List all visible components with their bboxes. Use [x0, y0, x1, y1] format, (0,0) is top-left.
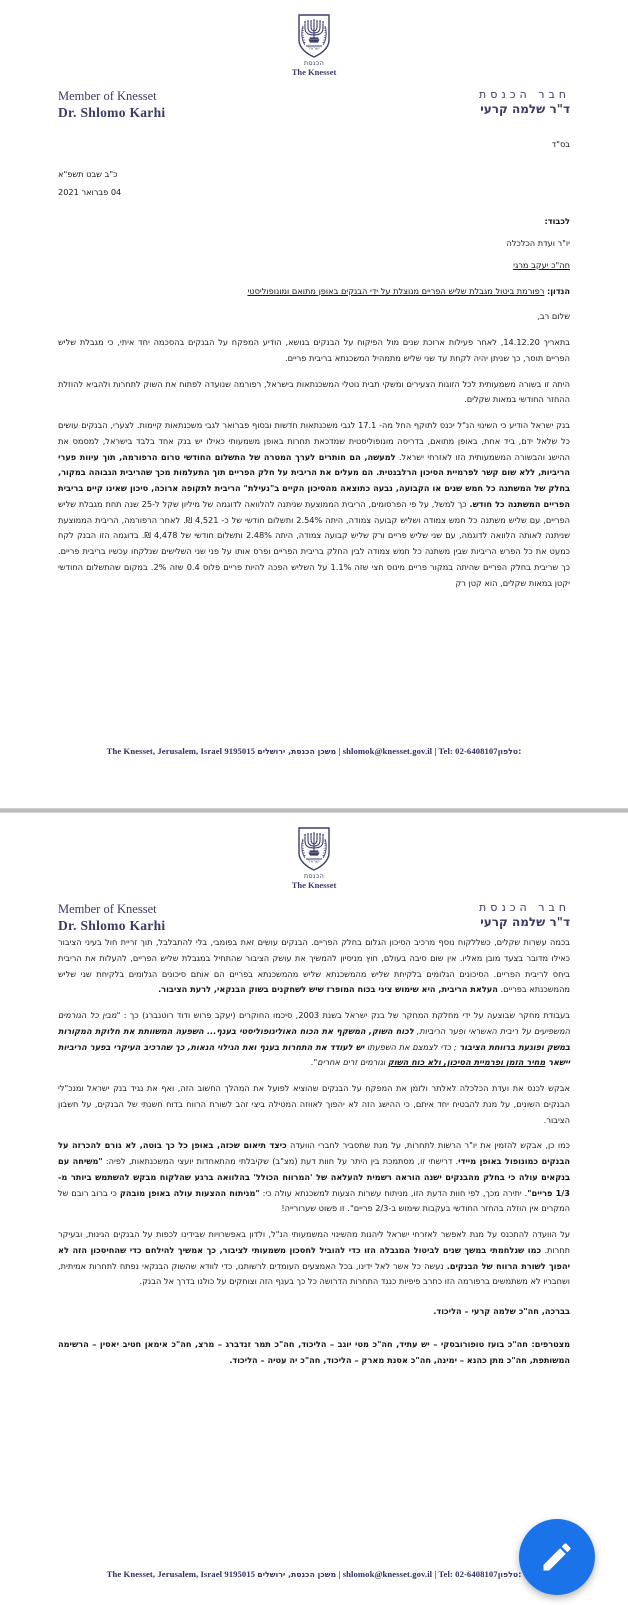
p2-p5-bold: כמו שנלחמתי במשך שנים לביטול המגבלה הזו כדי להוביל לחסכון משמעותי לציבור, כך אמשיך להילחם כדי שהחיסכון הזה לא יהפוך לשורת הרווח של הבנקים. — [58, 1244, 570, 1271]
knesset-emblem-block-page2 — [58, 823, 570, 890]
knesset-emblem-block — [58, 10, 570, 77]
letterhead-en-role: Member of Knesset — [58, 901, 157, 916]
p2-p4-quote2-bold: "מניתוח ההצעות עולה באופן מובהק — [119, 1187, 260, 1198]
letterhead-english — [58, 88, 165, 121]
knesset-menorah-emblem-icon — [297, 14, 331, 58]
p2-p4-part-d: . יתירה מכך, לפי חוות הדעת הזו, מניתוח עשרות הצעות למשכנתא עולה כי: — [259, 1187, 528, 1198]
p3-bold: למעשה, הם חותרים לערך המטרה של התשלום החודשי טרום הרפורמה, תוך עיוות פערי הריביות, ללא שום קשר לפרמיית הסיכון הרלבנטית. הם מעלים את הריבית על חלק הפריים תוך התעלמות מכך שהריבית הגבוהה במקור, בחלק של המשתנה כל חמש שנים או הקבועה, נבעה כתוצאה מהסיכון הקיים ב"נעילת" הריבית לתקופה ארוכה, סיכון שאינו קיים בריבית הפריים המשתנה כל חודש. — [58, 451, 570, 509]
footer-tel: Tel: 02-6408107 — [438, 1569, 498, 1579]
p2-paragraph-2-research-quote — [58, 1008, 570, 1071]
recipient-name: חה"כ יעקב מרגי — [513, 259, 570, 270]
paragraph-2: היתה זו בשורה משמעותית לכל הזוגות הצעירים ומשקי תבית נוטלי המשכנתאות בישראל, רפורמה שנועדה לפתוח את השוק לתחרות ולהביא להוזלת ההחזר החודשי במאות שקלים. — [58, 378, 570, 405]
p2-p5-part-c: נעשה כל אשר לאל ידינו, בכל האמצעים העומדים לרשותנו, כדי לוודא שהשוק הבנקאי נפתח לתחרות אמיתית, ושחבריו לא משתמשים ברפורמה הזו כחרב פיפיות כנגד התחרות הדרושה כל כך בענף הזה וצוחקים על כולנו בדרך אל הבנק. — [58, 1260, 570, 1287]
edit-pencil-icon — [539, 1539, 575, 1575]
date-gregorian: 04 פברואר 2021 — [58, 186, 122, 197]
letterhead-hebrew — [479, 88, 570, 117]
footer-tel-he: טלפון: — [497, 1570, 522, 1579]
p2-quote-2: ; כדי לצמצם את השפעתו — [364, 1041, 460, 1052]
edit-fab-button[interactable] — [519, 1519, 595, 1595]
paragraph-3 — [58, 418, 570, 591]
letterhead-english — [58, 901, 165, 934]
letterhead-page2 — [58, 901, 570, 934]
p2-quote-2-bold-underline: מחיר הזמן ופרמיית הסיכון, ולא כוח השוק — [387, 1057, 546, 1068]
signature-line: בברכה, חה"כ שלמה קרעי – הליכוד. — [433, 1306, 570, 1317]
letterhead-he-name: ד"ר שלמה קרעי — [480, 914, 570, 929]
to-label: לכבוד: — [544, 216, 570, 227]
subject-text: רפורמת ביטול מגבלת שליש הפריים מנוצלת על ידי הבנקים באופן מתואם ומונופוליסטי — [247, 285, 545, 296]
p2-p4-bold-1: כיצד תיאום שכזה, באופן כל כך בוטה, לא גורם להכרזה על הבנקים כמונופול באופן מיידי — [58, 1140, 570, 1167]
emblem-english-label: The Knesset — [291, 66, 337, 77]
p2-paragraph-4 — [58, 1138, 570, 1217]
p2-quote-2-bold: יש לעודד את התחרות בענף ואת הגילוי הנאות, כך שהרכיב העיקרי בפער הריביות יישאר — [58, 1041, 570, 1068]
letterhead-hebrew — [479, 901, 570, 930]
p2-p4-part-a: כמו כן, אבקש להזמין את יו"ר הרשות לתחרות, על מנת שתסביר לחברי הוועדה — [286, 1140, 571, 1151]
page1-body — [58, 137, 570, 591]
page2-body — [58, 935, 570, 1369]
p2-p5-part-a: על הוועדה להתכנס על מנת לאפשר לאזרחי ישראל ליהנות מהשינוי המשמעותי הנ"ל, ולדון באפשרויות שבידינו לכפות על הבנקים הגינות, ובעיקר תחרות. — [58, 1229, 571, 1255]
letterhead-he-role: חבר הכנסת — [478, 900, 570, 914]
emblem-hebrew-label: הכנסת — [303, 872, 325, 880]
p2-p1-bold: העלאת הריבית, היא שימוש ציני בכוח המופרז שיש לשחקנים בשוק הבנקאי, לרעת הציבור. — [158, 984, 498, 995]
bsd-line: בס"ד — [551, 139, 570, 150]
emblem-english-label: The Knesset — [291, 879, 337, 890]
svg-text:ישראל: ישראל — [308, 858, 320, 864]
document-page-2 — [0, 813, 628, 1605]
footer-tel: Tel: 02-6408107 — [438, 746, 498, 756]
letterhead — [58, 88, 570, 121]
letterhead-he-name: ד"ר שלמה קרעי — [480, 101, 570, 116]
p2-p2-part-a: בעבודת מחקר שבוצעה על ידי מחלקת המחקר של בנק ישראל בשנת 2003, סיכמו החוקרים (יעקב פרוש ודוד רוטנברג) כך : — [120, 1010, 570, 1021]
greeting: שלום רב, — [537, 311, 570, 322]
emblem-hebrew-label: הכנסת — [303, 59, 325, 67]
paragraph-1: בתאריך 14.12.20, לאחר פעילות ארוכת שנים מול הפיקוח על הבנקים בנושא, הודיע המפקח על הבנקים בהסכמה יחד איתי, כי מגבלת שליש הפריים תוסר, כך שניתן יהיה לקחת עד שני שליש מתמהיל המשכנתא בריבית פריים. — [58, 337, 570, 363]
footer-email: | shlomok@knesset.gov.il | — [338, 746, 437, 756]
footer-english: The Knesset, Jerusalem, Israel 9195015 — [106, 1569, 256, 1579]
recipient-role: יו"ר ועדת הכלכלה — [506, 238, 570, 249]
subject-line — [58, 284, 570, 300]
p2-paragraph-1 — [58, 935, 570, 998]
p2-p1-part-a: בכמה עשרות שקלים, כשללקוח נוסף מרכיב הסיכון הגלום בחלק הפריים. הבנקים עושים זאת בפומבי, בלי להתבלבל, תוך זריית חול בעיני הציבור כאילו מדובר בצעד מובן מאליו. אין שום סיבה בעולם, חוץ מניסיון להמשיך את עושק הציבור שהתחיל במגבלת שליש הפריים, להעלות את הריבית ביחס לריבית הפריים. הסיכונים הגלומים בלקיחת שליש מהמשכנתא שליש מהמשכנתא בפריים הם אותם סיכונים הגלומים בלקיחת שני שליש מהמשכנתא בפריים. — [58, 937, 570, 995]
letterhead-en-name: Dr. Shlomo Karhi — [58, 104, 166, 120]
page1-footer — [0, 746, 628, 756]
p2-paragraph-3: אבקש לכנס את ועדת הכלכלה לאלתר ולזמן את המפקח על הבנקים שהוציא לפועל את המהלך החשוב הזה, ואף את נגיד בנק ישראל ומנכ"לי הבנקים השונים, על מנת להבטיח יחד איתם, כי ההישג הזה לא יהפוך לאווזה המטילה ביצי זהב לשורת הרווח בדוח חשנתי של הבנקים, על חשבון הציבור. — [58, 1083, 570, 1125]
svg-text:ישראל: ישראל — [308, 45, 320, 51]
knesset-menorah-emblem-icon — [297, 827, 331, 871]
cosigners-line: מצטרפים: חה"כ בועז טופורובסקי – יש עתיד, חה"כ מטי יוגב – הליכוד, חה"כ תמר זנדברג – מרצ, חה"כ אימאן חטיב יאסין – הרשימה המשותפת, חה"כ מתן כהנא – ימינה, חה"כ אסנת מארק – הליכוד, חה"כ יה עטיה – הליכוד. — [58, 1338, 570, 1366]
p2-p4-quote: "משיחה עם בנקאים עולה כי בחלק מהבנקים ישנה הוראה רשמית להעלאה של 'המרווח הכולל' בהלוואה ברגע שהלקוח מבקש להשתמש ביותר מ- 1/3 פריים" — [58, 1156, 570, 1198]
letterhead-en-role: Member of Knesset — [58, 88, 157, 103]
p3-part-b: כך למשל, על פי הפרסומים, הריבית הממוצעת שניתנה להלוואה לדוגמה של מיליון שקל ל-25 שנה תחת מגבלת שליש הפריים, עם שליש משתנה כל חמש צמודה ושליש קבועה צמודה, היתה 2.54% ותשלום חודשי של כ- 4,521 ₪. לאחר הרפורמה, הריבית הממוצעת שניתנה לאותה הלוואה לדוגמה, עם שני שליש פריים ורק שליש קבועה צמודה, היתה 2.48% ותשלום חודשי של 4,478 ₪. בדוגמה הזו הבנק לקח כמעט את כל הפרש הריביות שבין משתנה כל חמש צמודה לבין החלק בריבית הפריים ופרס אותו על פני שני השלישים שנלקחו עכשיו בריבית פריים. כך שריבית בחלק הפריים שהיתה במקור פריים מינוס חצי שזה 1.1% על השליש הפכה להיות פריים פלוס 0.4 שזה 2%. במקום שהתשלום החודשי יקטן במאות שקלים, הוא קטן רק — [58, 498, 570, 588]
p2-p4-part-c: . דרישתי זו, מסתמכת בין היתר על חוות דעת (מצ"ב) שקיבלתי מהתאחדות יועצי המשכנתאות, לפיה: — [102, 1156, 459, 1167]
p2-quote-3: וגורמים זרים אחרים". — [310, 1057, 388, 1068]
letterhead-en-name: Dr. Shlomo Karhi — [58, 917, 166, 933]
p2-p4-quote2-rest: כי ברוב רובם של המקרים אין הוזלה בהחזר החודשי בעקבות שימוש ב-2/3 פריים". זו פשוט שערורייה! — [58, 1187, 570, 1214]
footer-hebrew-address: משכן הכנסת, ירושלים — [257, 1570, 337, 1579]
subject-label: הנדון: — [546, 285, 570, 296]
p3-part-a: בנק ישראל הודיע כי השינוי הנ"ל יכנס לתוקף החל מה- 17.1 לגבי משכנתאות חדשות ובסוף פברואר לגבי משכנתאות קיימות. לצערי, הבנקים עושים כל שלאל ידם, ביד אחת, באופן מתואם, בדריסה מונופוליסטית שמדכאת תחרות באופן משמעותי כאילו יש בנק אחד בלבד בישראל, למסמס את ההישג והבשורה המשמעותית הזו לאזרחי ישראל. — [58, 420, 570, 462]
footer-tel-he: טלפון: — [497, 747, 522, 756]
date-hebrew: כ"ב שבט תשפ"א — [58, 168, 118, 179]
footer-hebrew-address: משכן הכנסת, ירושלים — [257, 747, 337, 756]
p2-quote-1-bold: לכוח השוק, המשקף את הכוח האוליגופוליסטי בענף... השפעה המשוותת את חלוקת המקורות במשק ופוגעת ברווחת הציבור — [58, 1025, 570, 1052]
p2-quote-1: "מבין כל הגורמים המשפיעים על ריבית האשראי ופער הריביות, — [58, 1010, 571, 1036]
p2-paragraph-5 — [58, 1227, 570, 1290]
footer-english: The Knesset, Jerusalem, Israel 9195015 — [106, 746, 256, 756]
footer-email: | shlomok@knesset.gov.il | — [338, 1569, 437, 1579]
letterhead-he-role: חבר הכנסת — [478, 87, 570, 101]
